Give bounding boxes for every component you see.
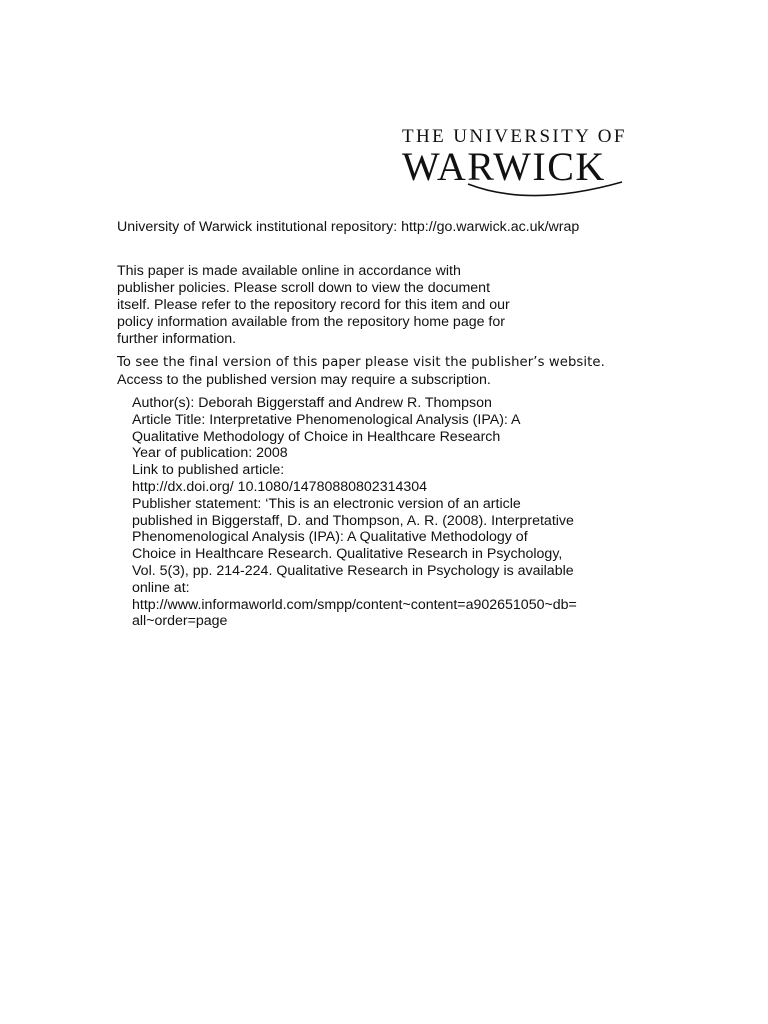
metadata-line: Phenomenological Analysis (IPA): A Qualitative Methodology of bbox=[132, 529, 528, 546]
metadata-line: Publisher statement: ‘This is an electronic version of an article bbox=[132, 495, 521, 512]
logo-line1: THE UNIVERSITY OF bbox=[402, 126, 627, 147]
access-line: Access to the published version may require a subscription. bbox=[117, 372, 491, 388]
notice-line: This paper is made available online in accordance with bbox=[117, 263, 461, 279]
metadata-line: Vol. 5(3), pp. 214-224. Qualitative Research in Psychology is available bbox=[132, 562, 574, 579]
warwick-logo-svg bbox=[390, 122, 640, 200]
availability-notice bbox=[117, 263, 510, 348]
metadata-line: Qualitative Methodology of Choice in Healthcare Research bbox=[132, 428, 501, 445]
metadata-line: Choice in Healthcare Research. Qualitative Research in Psychology, bbox=[132, 546, 563, 563]
university-logo bbox=[390, 122, 640, 200]
metadata-line: Author(s): Deborah Biggerstaff and Andrew R. Thompson bbox=[132, 395, 492, 411]
notice-line: publisher policies. Please scroll down to view the document bbox=[117, 280, 491, 296]
metadata-line: published in Biggerstaff, D. and Thompson, A. R. (2008). Interpretative bbox=[132, 512, 574, 529]
notice-line: itself. Please refer to the repository record for this item and our bbox=[117, 297, 510, 313]
metadata-line: online at: bbox=[132, 579, 190, 596]
metadata-line: Link to published article: bbox=[132, 462, 285, 479]
notice-line: policy information available from the repository home page for bbox=[117, 314, 505, 330]
repository-line: University of Warwick institutional repository: http://go.warwick.ac.uk/wrap bbox=[117, 219, 580, 235]
final-version-line: To see the final version of this paper please visit the publisher’s website. bbox=[117, 355, 605, 370]
publisher-url-link-cont[interactable]: all~order=page bbox=[132, 613, 228, 630]
notice-line: further information. bbox=[117, 331, 237, 347]
publisher-url-link[interactable]: http://www.informaworld.com/smpp/content~content=a902651050~db= bbox=[132, 596, 577, 613]
metadata-line: Year of publication: 2008 bbox=[132, 445, 288, 462]
logo-line2: WARWICK bbox=[402, 144, 606, 189]
article-metadata bbox=[132, 395, 577, 630]
metadata-line: Article Title: Interpretative Phenomenological Analysis (IPA): A bbox=[132, 411, 521, 428]
doi-link[interactable]: http://dx.doi.org/ 10.1080/14780880802314304 bbox=[132, 478, 428, 495]
